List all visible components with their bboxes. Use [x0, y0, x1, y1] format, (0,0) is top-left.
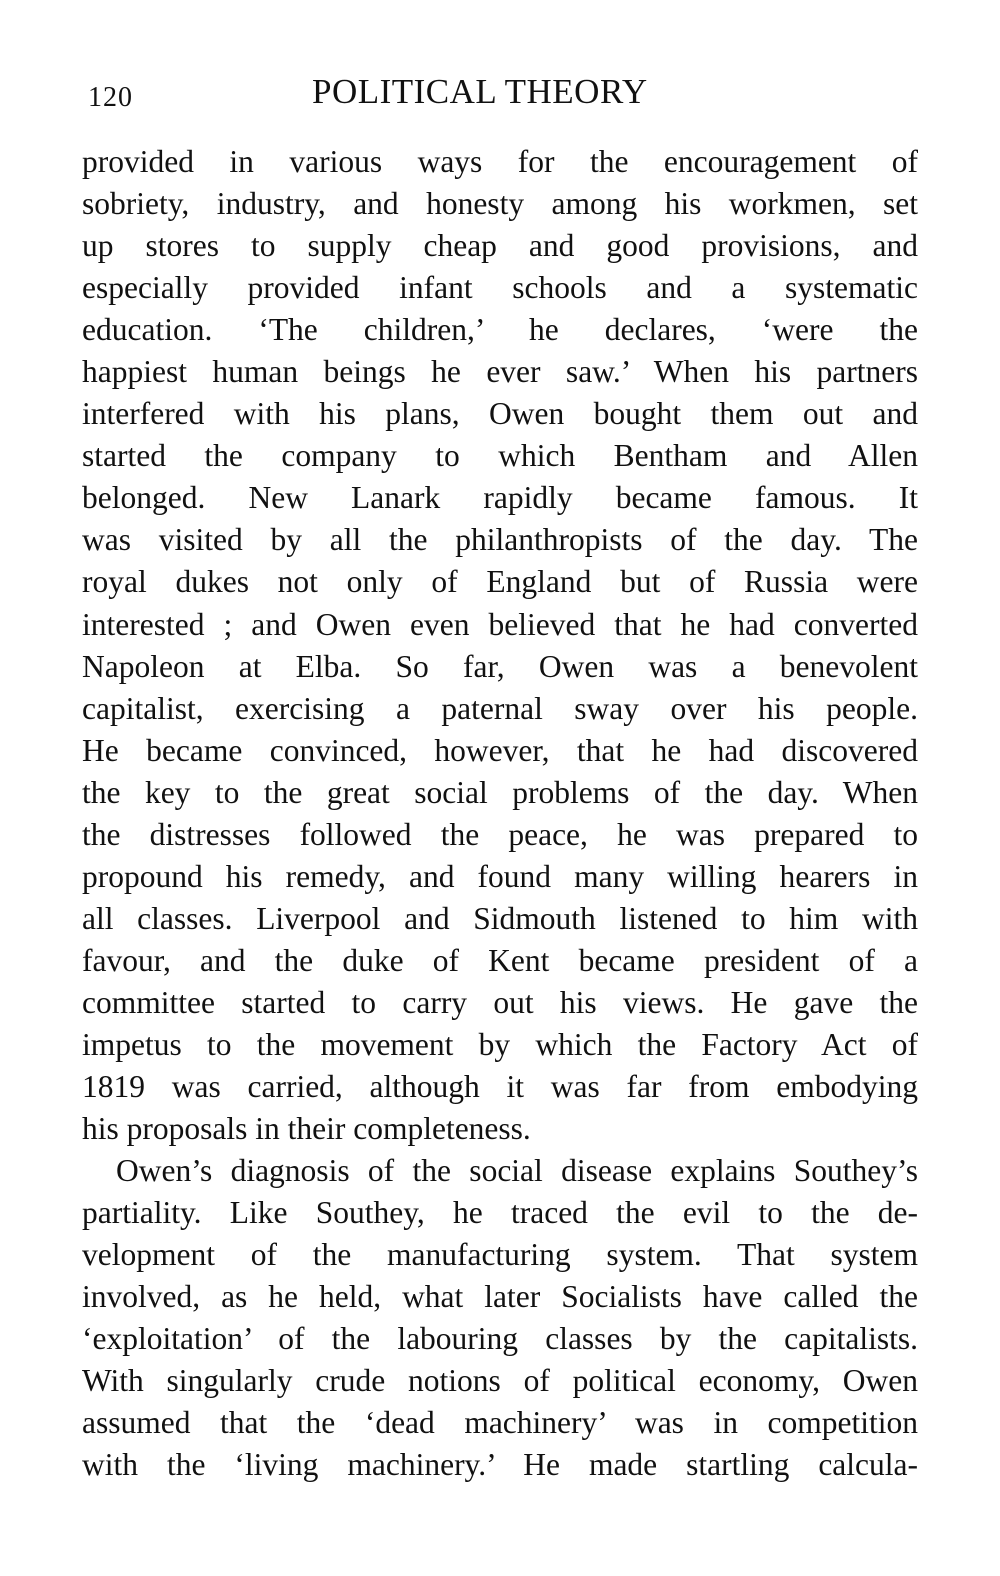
- text-line: propound his remedy, and found many willing hearers in: [82, 858, 918, 894]
- text-line: education. ‘The children,’ he declares, ‘were the: [82, 312, 918, 348]
- text-line: all classes. Liverpool and Sidmouth listened to him with: [82, 900, 918, 936]
- text-line: royal dukes not only of England but of Russia were: [82, 564, 918, 600]
- text-line: happiest human beings he ever saw.’ When his partners: [82, 354, 918, 390]
- text-line: started the company to which Bentham and Allen: [82, 438, 918, 474]
- text-line: With singularly crude notions of political economy, Owen: [82, 1363, 918, 1399]
- text-line: belonged. New Lanark rapidly became famous. It: [82, 480, 918, 516]
- text-line: the distresses followed the peace, he was prepared to: [82, 816, 918, 852]
- text-line: He became convinced, however, that he had discovered: [82, 732, 918, 768]
- text-line: velopment of the manufacturing system. That system: [82, 1237, 918, 1273]
- text-line: interfered with his plans, Owen bought them out and: [82, 396, 918, 432]
- text-line: partiality. Like Southey, he traced the evil to the de-: [82, 1195, 918, 1231]
- text-line: favour, and the duke of Kent became president of a: [82, 942, 918, 978]
- text-line: the key to the great social problems of the day. When: [82, 774, 918, 810]
- text-line: involved, as he held, what later Socialists have called the: [82, 1279, 918, 1315]
- text-line: 1819 was carried, although it was far from embodying: [82, 1069, 918, 1105]
- running-head: [86, 70, 918, 114]
- page-number: 120: [88, 82, 133, 113]
- text-line: up stores to supply cheap and good provisions, and: [82, 228, 918, 264]
- text-line: sobriety, industry, and honesty among his workmen, set: [82, 186, 918, 222]
- text-line: especially provided infant schools and a systematic: [82, 270, 918, 306]
- text-line: Owen’s diagnosis of the social disease explains Southey’s: [116, 1153, 918, 1189]
- paragraph-2: [82, 1150, 918, 1486]
- text-line: ‘exploitation’ of the labouring classes by the capitalists.: [82, 1321, 918, 1357]
- text-line: with the ‘living machinery.’ He made startling calcula-: [82, 1447, 918, 1483]
- text-line: impetus to the movement by which the Factory Act of: [82, 1026, 918, 1062]
- text-line: Napoleon at Elba. So far, Owen was a benevolent: [82, 648, 918, 684]
- text-line: interested ; and Owen even believed that he had converted: [82, 606, 918, 642]
- text-line: provided in various ways for the encouragement of: [82, 144, 918, 179]
- text-line: capitalist, exercising a paternal sway over his people.: [82, 690, 918, 726]
- body-text: [82, 141, 918, 1487]
- text-line: his proposals in their completeness.: [82, 1111, 531, 1147]
- text-line: assumed that the ‘dead machinery’ was in competition: [82, 1405, 918, 1441]
- text-line: committee started to carry out his views. He gave the: [82, 984, 918, 1020]
- paragraph-1: [82, 141, 918, 1150]
- text-line: was visited by all the philanthropists of the day. The: [82, 522, 918, 558]
- running-title: POLITICAL THEORY: [312, 72, 648, 111]
